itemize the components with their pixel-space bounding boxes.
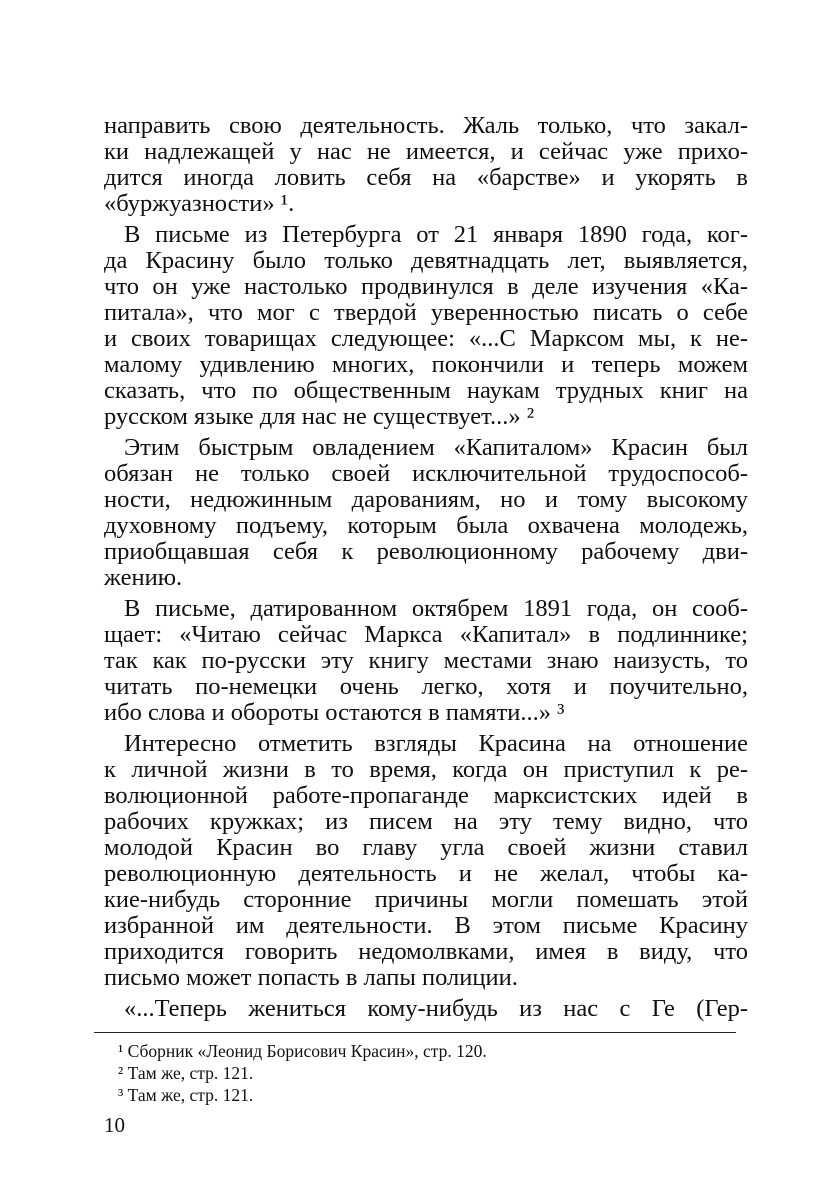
text-line: ибо слова и обороты остаются в памяти...» ³ <box>104 699 565 726</box>
text-line: ки надлежащей у нас не имеется, и сейчас уже прихо- <box>104 138 748 165</box>
text-line: духовному подъему, которым была охвачена молодежь, <box>104 512 748 539</box>
page-number: 10 <box>104 1113 125 1137</box>
text-line: «буржуазности» ¹. <box>104 190 295 217</box>
text-line: кие-нибудь сторонние причины могли помешать этой <box>104 886 748 913</box>
text-line: молодой Красин во главу угла своей жизни ставил <box>104 834 748 861</box>
text-line: избранной им деятельности. В этом письме Красину <box>104 912 748 939</box>
text-line: обязан не только своей исключительной трудоспособ- <box>104 460 748 487</box>
footnote: ¹ Сборник «Леонид Борисович Красин», стр. 120. <box>118 1041 487 1061</box>
footnote-divider <box>94 1032 736 1033</box>
text-line: да Красину было только девятнадцать лет, выявляется, <box>104 247 748 274</box>
text-line: революционную деятельность и не желал, чтобы ка- <box>104 860 748 887</box>
text-line: рабочих кружках; из писем на эту тему видно, что <box>104 808 748 835</box>
text-line: Этим быстрым овладением «Капиталом» Красин был <box>124 434 748 461</box>
text-line: ности, недюжинным дарованиям, но и тому высокому <box>104 486 748 513</box>
text-line: так как по-русски эту книгу местами знаю наизусть, то <box>104 647 748 674</box>
text-line: приходится говорить недомолвками, имея в виду, что <box>104 938 748 965</box>
text-line: письмо может попасть в лапы полиции. <box>104 964 518 991</box>
text-line: что он уже настолько продвинулся в деле изучения «Ка- <box>104 273 748 300</box>
text-line: Интересно отметить взгляды Красина на отношение <box>124 730 748 757</box>
text-line: питала», что мог с твердой уверенностью писать о себе <box>104 299 748 326</box>
text-line: дится иногда ловить себя на «барстве» и укорять в <box>104 164 748 191</box>
text-line: волюционной работе-пропаганде марксистских идей в <box>104 782 748 809</box>
text-line: и своих товарищах следующее: «...С Марксом мы, к не- <box>104 325 748 352</box>
footnote: ³ Там же, стр. 121. <box>118 1085 254 1105</box>
text-line: жению. <box>104 564 183 591</box>
text-line: приобщавшая себя к революционному рабочему дви- <box>104 538 748 565</box>
text-line: В письме из Петербурга от 21 января 1890 года, ког- <box>124 221 748 248</box>
text-line: читать по-немецки очень легко, хотя и поучительно, <box>104 673 748 700</box>
text-line: направить свою деятельность. Жаль только, что закал- <box>104 112 748 139</box>
text-line: В письме, датированном октябрем 1891 года, он сооб- <box>124 595 748 622</box>
text-line: щает: «Читаю сейчас Маркса «Капитал» в подлиннике; <box>104 621 748 648</box>
footnote: ² Там же, стр. 121. <box>118 1063 254 1083</box>
text-line: малому удивлению многих, покончили и теперь можем <box>104 351 748 378</box>
text-line: к личной жизни в то время, когда он приступил к ре- <box>104 756 748 783</box>
text-line: «...Теперь жениться кому-нибудь из нас с Ге (Гер- <box>124 995 748 1022</box>
text-line: сказать, что по общественным наукам трудных книг на <box>104 377 748 404</box>
text-line: русском языке для нас не существует...» ² <box>104 403 535 430</box>
